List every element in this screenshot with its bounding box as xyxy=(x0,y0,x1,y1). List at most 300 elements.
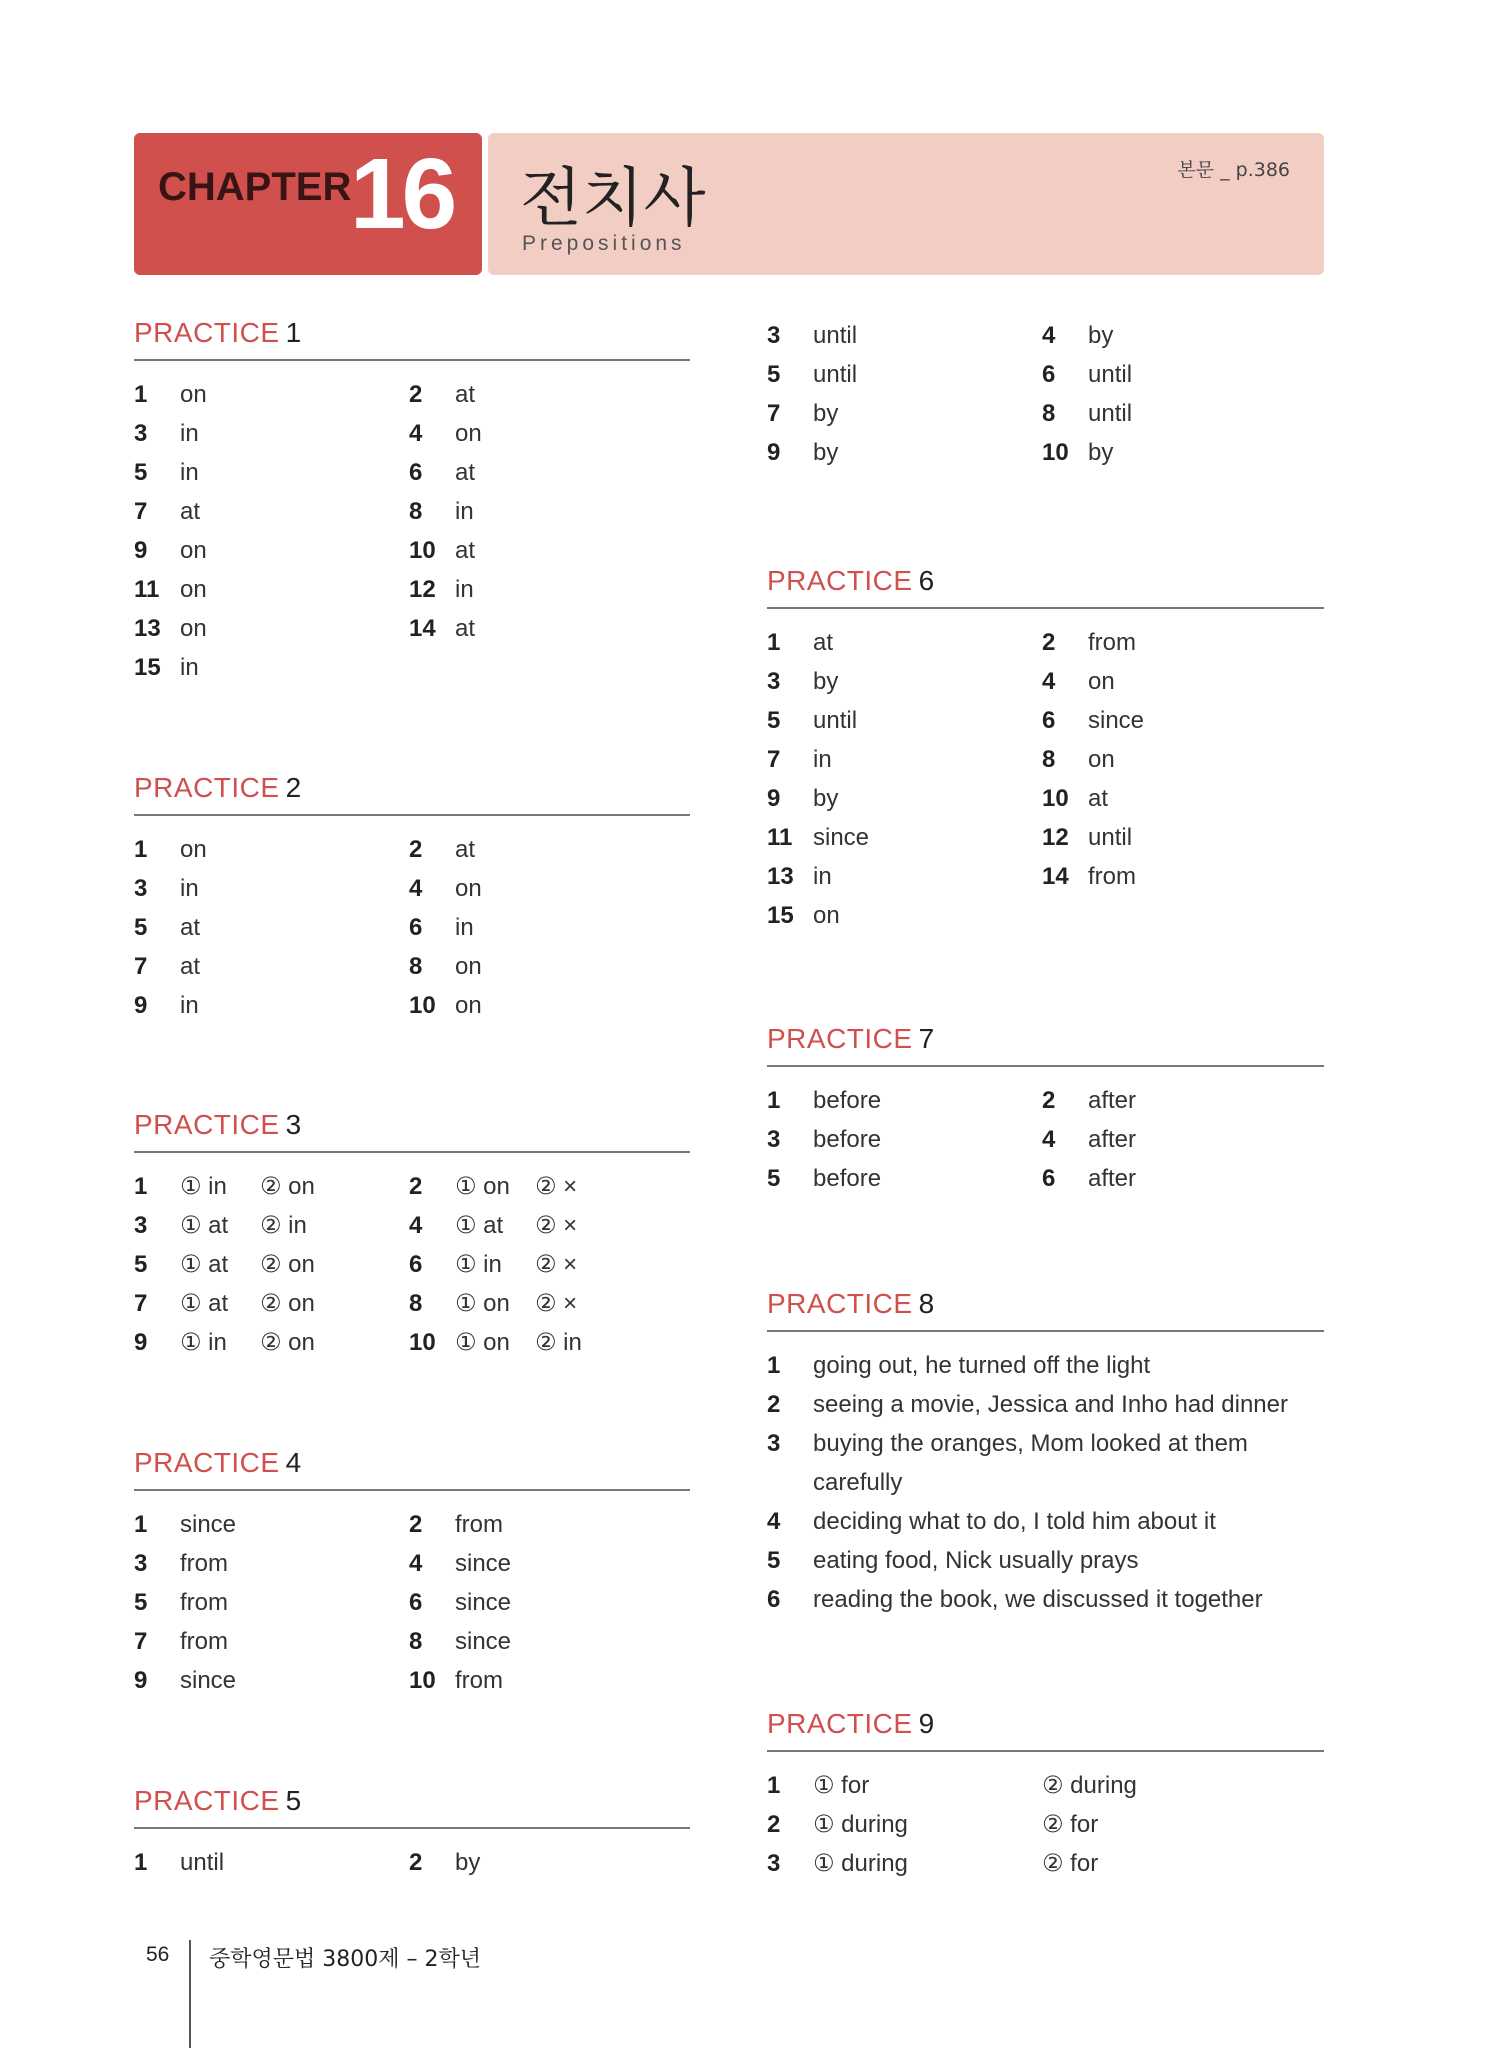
answer-item xyxy=(1042,779,1324,818)
answer-item xyxy=(409,869,690,908)
practice-6-answers xyxy=(767,623,1324,935)
item-answer: in xyxy=(455,575,474,603)
item-answer: at xyxy=(455,835,476,863)
footer-divider xyxy=(189,1940,191,2048)
item-number: 14 xyxy=(1042,862,1069,890)
item-answer: at xyxy=(180,497,201,525)
item-answer: since xyxy=(180,1510,237,1538)
item-answer-1: ① on xyxy=(455,1290,510,1317)
item-answer: until xyxy=(1088,360,1133,388)
item-number: 2 xyxy=(409,1848,423,1876)
item-number: 15 xyxy=(767,901,794,929)
item-answer-2: ② for xyxy=(1042,1811,1099,1838)
practice-4-answers xyxy=(134,1505,690,1700)
answer-item xyxy=(767,1385,1324,1424)
answer-item xyxy=(409,1843,690,1882)
item-answer-2: ② in xyxy=(535,1329,582,1356)
answer-item xyxy=(1042,316,1324,355)
item-answer: since xyxy=(813,823,870,851)
item-answer: from xyxy=(180,1588,228,1616)
item-number: 3 xyxy=(134,1549,148,1577)
answer-item xyxy=(134,492,409,531)
item-number: 8 xyxy=(409,952,423,980)
practice-6-heading: PRACTICE 6 xyxy=(767,561,1324,609)
answer-item xyxy=(409,1661,690,1700)
answer-item xyxy=(409,453,690,492)
item-number: 6 xyxy=(409,1250,423,1278)
item-number: 3 xyxy=(767,667,781,695)
item-answer: going out, he turned off the light xyxy=(813,1352,1151,1379)
item-answer: reading the book, we discussed it together xyxy=(813,1586,1263,1613)
answer-item xyxy=(767,1346,1324,1385)
answer-item xyxy=(134,1583,409,1622)
answer-item xyxy=(767,857,1042,896)
item-answer: eating food, Nick usually prays xyxy=(813,1547,1139,1574)
item-answer-1: ① in xyxy=(180,1173,227,1200)
answer-item xyxy=(134,869,409,908)
chapter-title-box xyxy=(488,133,1324,275)
item-answer: at xyxy=(180,913,201,941)
item-number: 7 xyxy=(134,497,148,525)
practice-5-answers xyxy=(134,1843,690,1882)
item-number: 1 xyxy=(767,628,781,656)
item-number: 11 xyxy=(134,575,160,603)
chapter-title-english: Prepositions xyxy=(522,232,686,255)
answer-item xyxy=(1042,740,1324,779)
answer-item xyxy=(409,1544,690,1583)
answer-item xyxy=(134,570,409,609)
item-number: 1 xyxy=(134,835,148,863)
practice-2-answers xyxy=(134,830,690,1025)
item-number: 10 xyxy=(409,991,436,1019)
answer-item xyxy=(1042,1159,1324,1198)
answer-item-second xyxy=(1042,1844,1324,1883)
item-answer: by xyxy=(813,667,839,695)
item-answer: until xyxy=(813,360,858,388)
practice-4-heading: PRACTICE 4 xyxy=(134,1443,690,1491)
practice-3-section xyxy=(134,1105,690,1362)
item-number: 8 xyxy=(409,497,423,525)
answer-item xyxy=(134,375,409,414)
answer-item xyxy=(767,1120,1042,1159)
item-answer: on xyxy=(180,614,207,642)
answer-item xyxy=(767,394,1042,433)
answer-item xyxy=(1042,623,1324,662)
item-answer: on xyxy=(180,575,207,603)
item-number: 1 xyxy=(767,1771,781,1799)
item-answer: on xyxy=(1088,667,1115,695)
item-answer: by xyxy=(813,438,839,466)
answer-item xyxy=(767,623,1042,662)
answer-item xyxy=(767,1580,1324,1619)
answer-item xyxy=(767,1159,1042,1198)
item-answer: in xyxy=(180,458,199,486)
item-number: 1 xyxy=(134,1172,148,1200)
answer-item xyxy=(134,830,409,869)
item-answer: on xyxy=(455,952,482,980)
item-answer: deciding what to do, I told him about it xyxy=(813,1508,1216,1535)
answer-item-second xyxy=(1042,1766,1324,1805)
item-answer: until xyxy=(1088,823,1133,851)
item-answer-1: ① on xyxy=(455,1329,510,1356)
practice-2-heading: PRACTICE 2 xyxy=(134,768,690,816)
item-number: 7 xyxy=(134,1289,148,1317)
item-number: 6 xyxy=(409,1588,423,1616)
chapter-title-korean: 전치사 xyxy=(520,162,706,236)
item-number: 5 xyxy=(767,706,781,734)
item-answer-1: ① in xyxy=(455,1251,502,1278)
item-number: 5 xyxy=(767,1164,781,1192)
page-reference: 본문 _ p.386 xyxy=(1177,159,1290,181)
item-number: 9 xyxy=(134,1666,148,1694)
book-title: 중학영문법 3800제 – 2학년 xyxy=(209,1947,481,1972)
answer-item xyxy=(409,492,690,531)
chapter-number: 16 xyxy=(350,138,454,250)
item-answer-2: ② on xyxy=(260,1290,315,1317)
practice-1-section xyxy=(134,313,690,687)
item-answer: since xyxy=(455,1549,512,1577)
answer-item xyxy=(409,908,690,947)
item-number: 3 xyxy=(134,874,148,902)
item-answer: on xyxy=(1088,745,1115,773)
answer-item xyxy=(767,818,1042,857)
answer-item xyxy=(134,609,409,648)
item-number: 9 xyxy=(134,1328,148,1356)
answer-item xyxy=(134,1622,409,1661)
item-number: 2 xyxy=(409,1510,423,1538)
item-number: 13 xyxy=(134,614,161,642)
item-number: 12 xyxy=(1042,823,1069,851)
answer-item xyxy=(409,1245,690,1284)
answer-item xyxy=(767,1424,1324,1502)
answer-item xyxy=(767,896,1042,935)
answer-item xyxy=(767,1766,1042,1805)
item-answer: from xyxy=(180,1549,228,1577)
item-number: 4 xyxy=(409,874,423,902)
practice-9-heading: PRACTICE 9 xyxy=(767,1704,1324,1752)
item-number: 6 xyxy=(1042,1164,1056,1192)
item-answer: on xyxy=(455,991,482,1019)
item-number: 10 xyxy=(409,1328,436,1356)
item-answer-2: ② in xyxy=(260,1212,307,1239)
item-number: 3 xyxy=(767,1430,781,1457)
answer-item xyxy=(134,1284,409,1323)
item-number: 2 xyxy=(767,1810,781,1838)
item-number: 4 xyxy=(409,1211,423,1239)
item-answer: by xyxy=(813,399,839,427)
answer-item xyxy=(1042,1120,1324,1159)
answer-item xyxy=(767,1081,1042,1120)
answer-item xyxy=(409,1505,690,1544)
answer-item xyxy=(1042,701,1324,740)
item-number: 5 xyxy=(134,1588,148,1616)
item-answer-1: ① at xyxy=(455,1212,504,1239)
item-number: 1 xyxy=(134,1848,148,1876)
item-number: 9 xyxy=(134,991,148,1019)
item-answer: at xyxy=(455,536,476,564)
answer-item xyxy=(409,986,690,1025)
item-answer: at xyxy=(455,380,476,408)
item-number: 3 xyxy=(134,1211,148,1239)
item-number: 6 xyxy=(767,1586,781,1613)
answer-item xyxy=(409,375,690,414)
answer-item xyxy=(409,1622,690,1661)
item-number: 11 xyxy=(767,823,793,851)
item-number: 2 xyxy=(767,1391,781,1418)
item-number: 2 xyxy=(409,835,423,863)
answer-item xyxy=(409,531,690,570)
item-number: 5 xyxy=(767,1547,781,1574)
item-answer-2: ② on xyxy=(260,1251,315,1278)
item-answer-2: ② × xyxy=(535,1251,578,1278)
item-answer: before xyxy=(813,1086,882,1114)
item-answer: at xyxy=(813,628,834,656)
answer-item xyxy=(134,648,409,687)
answer-item xyxy=(767,701,1042,740)
item-answer: in xyxy=(455,497,474,525)
answer-item xyxy=(134,531,409,570)
practice-1-heading: PRACTICE 1 xyxy=(134,313,690,361)
item-number: 2 xyxy=(1042,1086,1056,1114)
item-number: 5 xyxy=(134,1250,148,1278)
answer-item xyxy=(134,1544,409,1583)
item-answer: before xyxy=(813,1164,882,1192)
answer-item xyxy=(134,453,409,492)
item-answer: by xyxy=(813,784,839,812)
item-answer: until xyxy=(813,706,858,734)
item-number: 10 xyxy=(1042,438,1069,466)
item-answer: in xyxy=(180,874,199,902)
answer-item xyxy=(1042,662,1324,701)
item-answer: since xyxy=(455,1627,512,1655)
item-number: 7 xyxy=(134,1627,148,1655)
item-answer: from xyxy=(1088,628,1136,656)
item-number: 14 xyxy=(409,614,436,642)
answer-item xyxy=(409,1284,690,1323)
practice-3-answers xyxy=(134,1167,690,1362)
item-answer: on xyxy=(813,901,840,929)
item-number: 8 xyxy=(409,1627,423,1655)
item-answer-2: ② for xyxy=(1042,1850,1099,1877)
answer-item xyxy=(409,830,690,869)
item-answer: after xyxy=(1088,1164,1137,1192)
item-answer: on xyxy=(180,536,207,564)
answer-item xyxy=(1042,355,1324,394)
item-number: 8 xyxy=(1042,745,1056,773)
item-answer: after xyxy=(1088,1125,1137,1153)
item-answer: from xyxy=(180,1627,228,1655)
item-answer: from xyxy=(455,1510,503,1538)
item-number: 10 xyxy=(409,1666,436,1694)
answer-item xyxy=(134,1505,409,1544)
item-number: 5 xyxy=(134,913,148,941)
item-number: 4 xyxy=(409,1549,423,1577)
item-number: 6 xyxy=(1042,360,1056,388)
item-number: 8 xyxy=(1042,399,1056,427)
item-answer: in xyxy=(180,419,199,447)
item-answer: until xyxy=(813,321,858,349)
answer-item xyxy=(134,947,409,986)
item-number: 1 xyxy=(767,1086,781,1114)
practice-5-section xyxy=(134,1781,690,1882)
item-answer-1: ① on xyxy=(455,1173,510,1200)
item-answer: buying the oranges, Mom looked at them carefully xyxy=(813,1430,1248,1496)
item-number: 6 xyxy=(409,913,423,941)
item-answer-2: ② during xyxy=(1042,1772,1137,1799)
page-number: 56 xyxy=(146,1943,170,1966)
answer-item xyxy=(767,662,1042,701)
item-number: 2 xyxy=(409,1172,423,1200)
item-answer: from xyxy=(455,1666,503,1694)
item-answer: from xyxy=(1088,862,1136,890)
answer-item xyxy=(1042,394,1324,433)
answer-item-second xyxy=(1042,1805,1324,1844)
practice-6-section xyxy=(767,561,1324,935)
item-number: 9 xyxy=(767,438,781,466)
answer-item xyxy=(134,986,409,1025)
item-number: 2 xyxy=(1042,628,1056,656)
item-number: 10 xyxy=(1042,784,1069,812)
item-number: 7 xyxy=(767,399,781,427)
practice-8-answers xyxy=(767,1346,1324,1619)
item-answer: in xyxy=(180,991,199,1019)
answer-item xyxy=(1042,433,1324,472)
practice-7-heading: PRACTICE 7 xyxy=(767,1019,1324,1067)
item-number: 12 xyxy=(409,575,436,603)
item-answer-2: ② × xyxy=(535,1212,578,1239)
answer-item xyxy=(1042,818,1324,857)
answer-item xyxy=(134,908,409,947)
item-answer: in xyxy=(813,862,832,890)
answer-item xyxy=(767,316,1042,355)
item-number: 15 xyxy=(134,653,161,681)
item-number: 6 xyxy=(409,458,423,486)
item-answer-2: ② × xyxy=(535,1173,578,1200)
item-answer-1: ① at xyxy=(180,1290,229,1317)
practice-5-answers-continued xyxy=(767,316,1324,472)
item-answer-1: ① for xyxy=(813,1772,870,1799)
item-number: 8 xyxy=(409,1289,423,1317)
answer-item xyxy=(409,1583,690,1622)
item-number: 1 xyxy=(767,1352,781,1379)
practice-2-section xyxy=(134,768,690,1025)
practice-4-section xyxy=(134,1443,690,1700)
item-number: 9 xyxy=(767,784,781,812)
answer-item xyxy=(1042,1081,1324,1120)
item-answer: after xyxy=(1088,1086,1137,1114)
item-number: 5 xyxy=(134,458,148,486)
item-number: 3 xyxy=(134,419,148,447)
answer-item xyxy=(134,1206,409,1245)
answer-item xyxy=(134,1323,409,1362)
answer-item xyxy=(134,1245,409,1284)
answer-item xyxy=(409,1206,690,1245)
answer-item xyxy=(767,1844,1042,1883)
item-number: 1 xyxy=(134,1510,148,1538)
item-number: 4 xyxy=(767,1508,781,1535)
item-answer: at xyxy=(180,952,201,980)
item-number: 13 xyxy=(767,862,794,890)
item-number: 5 xyxy=(767,360,781,388)
item-number: 4 xyxy=(409,419,423,447)
practice-8-section xyxy=(767,1284,1324,1619)
item-answer-2: ② on xyxy=(260,1173,315,1200)
item-number: 7 xyxy=(134,952,148,980)
item-answer: until xyxy=(1088,399,1133,427)
item-number: 1 xyxy=(134,380,148,408)
item-answer: on xyxy=(455,419,482,447)
answer-item xyxy=(134,414,409,453)
item-answer-1: ① in xyxy=(180,1329,227,1356)
item-number: 3 xyxy=(767,1849,781,1877)
item-number: 7 xyxy=(767,745,781,773)
item-answer: by xyxy=(455,1848,481,1876)
answer-item xyxy=(409,609,690,648)
practice-5-heading: PRACTICE 5 xyxy=(134,1781,690,1829)
answer-item xyxy=(134,1661,409,1700)
item-number: 4 xyxy=(1042,667,1056,695)
answer-item xyxy=(409,414,690,453)
item-answer-1: ① during xyxy=(813,1811,908,1838)
practice-8-heading: PRACTICE 8 xyxy=(767,1284,1324,1332)
answer-item xyxy=(409,570,690,609)
practice-9-answers xyxy=(767,1766,1324,1883)
item-number: 4 xyxy=(1042,1125,1056,1153)
item-answer: since xyxy=(1088,706,1145,734)
answer-item xyxy=(767,1805,1042,1844)
practice-7-answers xyxy=(767,1081,1324,1198)
item-answer: at xyxy=(455,614,476,642)
item-answer: since xyxy=(455,1588,512,1616)
answer-item xyxy=(767,1502,1324,1541)
item-answer: by xyxy=(1088,438,1114,466)
chapter-badge xyxy=(134,133,482,275)
item-answer: in xyxy=(180,653,199,681)
answer-item xyxy=(767,1541,1324,1580)
answer-item xyxy=(767,740,1042,779)
answer-item xyxy=(409,947,690,986)
item-number: 3 xyxy=(767,321,781,349)
item-answer-2: ② on xyxy=(260,1329,315,1356)
item-answer-1: ① at xyxy=(180,1212,229,1239)
item-answer: at xyxy=(455,458,476,486)
answer-item xyxy=(1042,857,1324,896)
item-number: 4 xyxy=(1042,321,1056,349)
item-answer: in xyxy=(455,913,474,941)
item-number: 3 xyxy=(767,1125,781,1153)
item-answer: on xyxy=(455,874,482,902)
answer-item xyxy=(409,1167,690,1206)
item-answer-1: ① at xyxy=(180,1251,229,1278)
answer-item xyxy=(767,433,1042,472)
practice-1-answers xyxy=(134,375,690,687)
answer-item xyxy=(409,1323,690,1362)
item-answer: until xyxy=(180,1848,225,1876)
item-answer: since xyxy=(180,1666,237,1694)
practice-3-heading: PRACTICE 3 xyxy=(134,1105,690,1153)
item-number: 10 xyxy=(409,536,436,564)
practice-7-section xyxy=(767,1019,1324,1198)
chapter-label: CHAPTER xyxy=(158,165,352,209)
answer-item xyxy=(134,1167,409,1206)
item-number: 6 xyxy=(1042,706,1056,734)
item-answer: on xyxy=(180,380,207,408)
item-answer: at xyxy=(1088,784,1109,812)
answer-item xyxy=(767,355,1042,394)
item-answer: by xyxy=(1088,321,1114,349)
item-answer: before xyxy=(813,1125,882,1153)
item-answer-1: ① during xyxy=(813,1850,908,1877)
